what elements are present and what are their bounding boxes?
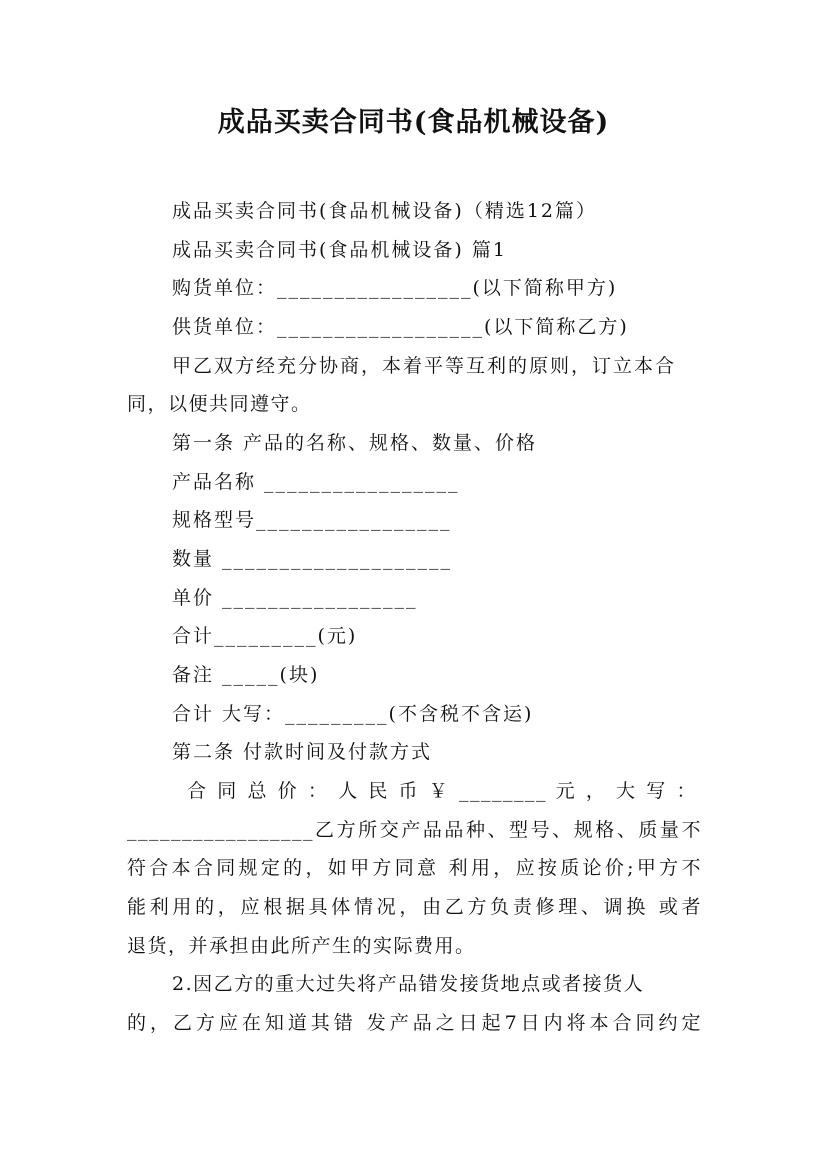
field-quantity: 数量 ____________________ [172, 548, 453, 570]
document-title: 成品买卖合同书(食品机械设备) [217, 107, 610, 138]
field-model: 规格型号_________________ [172, 509, 452, 531]
field-remark: 备注 _____(块) [172, 664, 320, 686]
section-heading: 第一条 产品的名称、规格、数量、价格 [172, 432, 538, 454]
paragraph-line: 甲乙双方经充分协商，本着平等互利的原则，订立本合 [172, 355, 677, 377]
heading-article-1: 成品买卖合同书(食品机械设备) 篇1 [172, 239, 507, 261]
section-heading: 第二条 付款时间及付款方式 [172, 741, 433, 763]
paragraph-line: _________________乙方所交产品品种、型号、规格、质量不 [127, 819, 702, 841]
paragraph-line: 符合本合同规定的，如甲方同意 利用，应按质论价;甲方不 [127, 857, 702, 879]
paragraph-line: 退货，并承担由此所产生的实际费用。 [127, 935, 476, 957]
heading-selected: 成品买卖合同书(食品机械设备)（精选12篇） [172, 200, 598, 222]
paragraph-line: 合 同 总 价 ： 人 民 币 ￥ ________ 元 ， 大 写 ： [187, 780, 697, 802]
supplier-line: 供货单位：__________________(以下简称乙方) [172, 316, 629, 338]
field-total-words: 合计 大写：_________(不含税不含运) [172, 703, 534, 725]
field-unit-price: 单价 _________________ [172, 587, 418, 609]
paragraph-line: 同，以便共同遵守。 [127, 393, 312, 415]
field-product-name: 产品名称 _________________ [172, 471, 460, 493]
paragraph-line: 的，乙方应在知道其错 发产品之日起7日内将本合同约定 [127, 1012, 702, 1034]
paragraph-line: 能利用的，应根据具体情况，由乙方负责修理、调换 或者 [127, 896, 702, 918]
paragraph-line: 2.因乙方的重大过失将产品错发接货地点或者接货人 [172, 973, 645, 995]
buyer-line: 购货单位：_________________(以下简称甲方) [172, 277, 618, 299]
field-total: 合计_________(元) [172, 625, 358, 647]
